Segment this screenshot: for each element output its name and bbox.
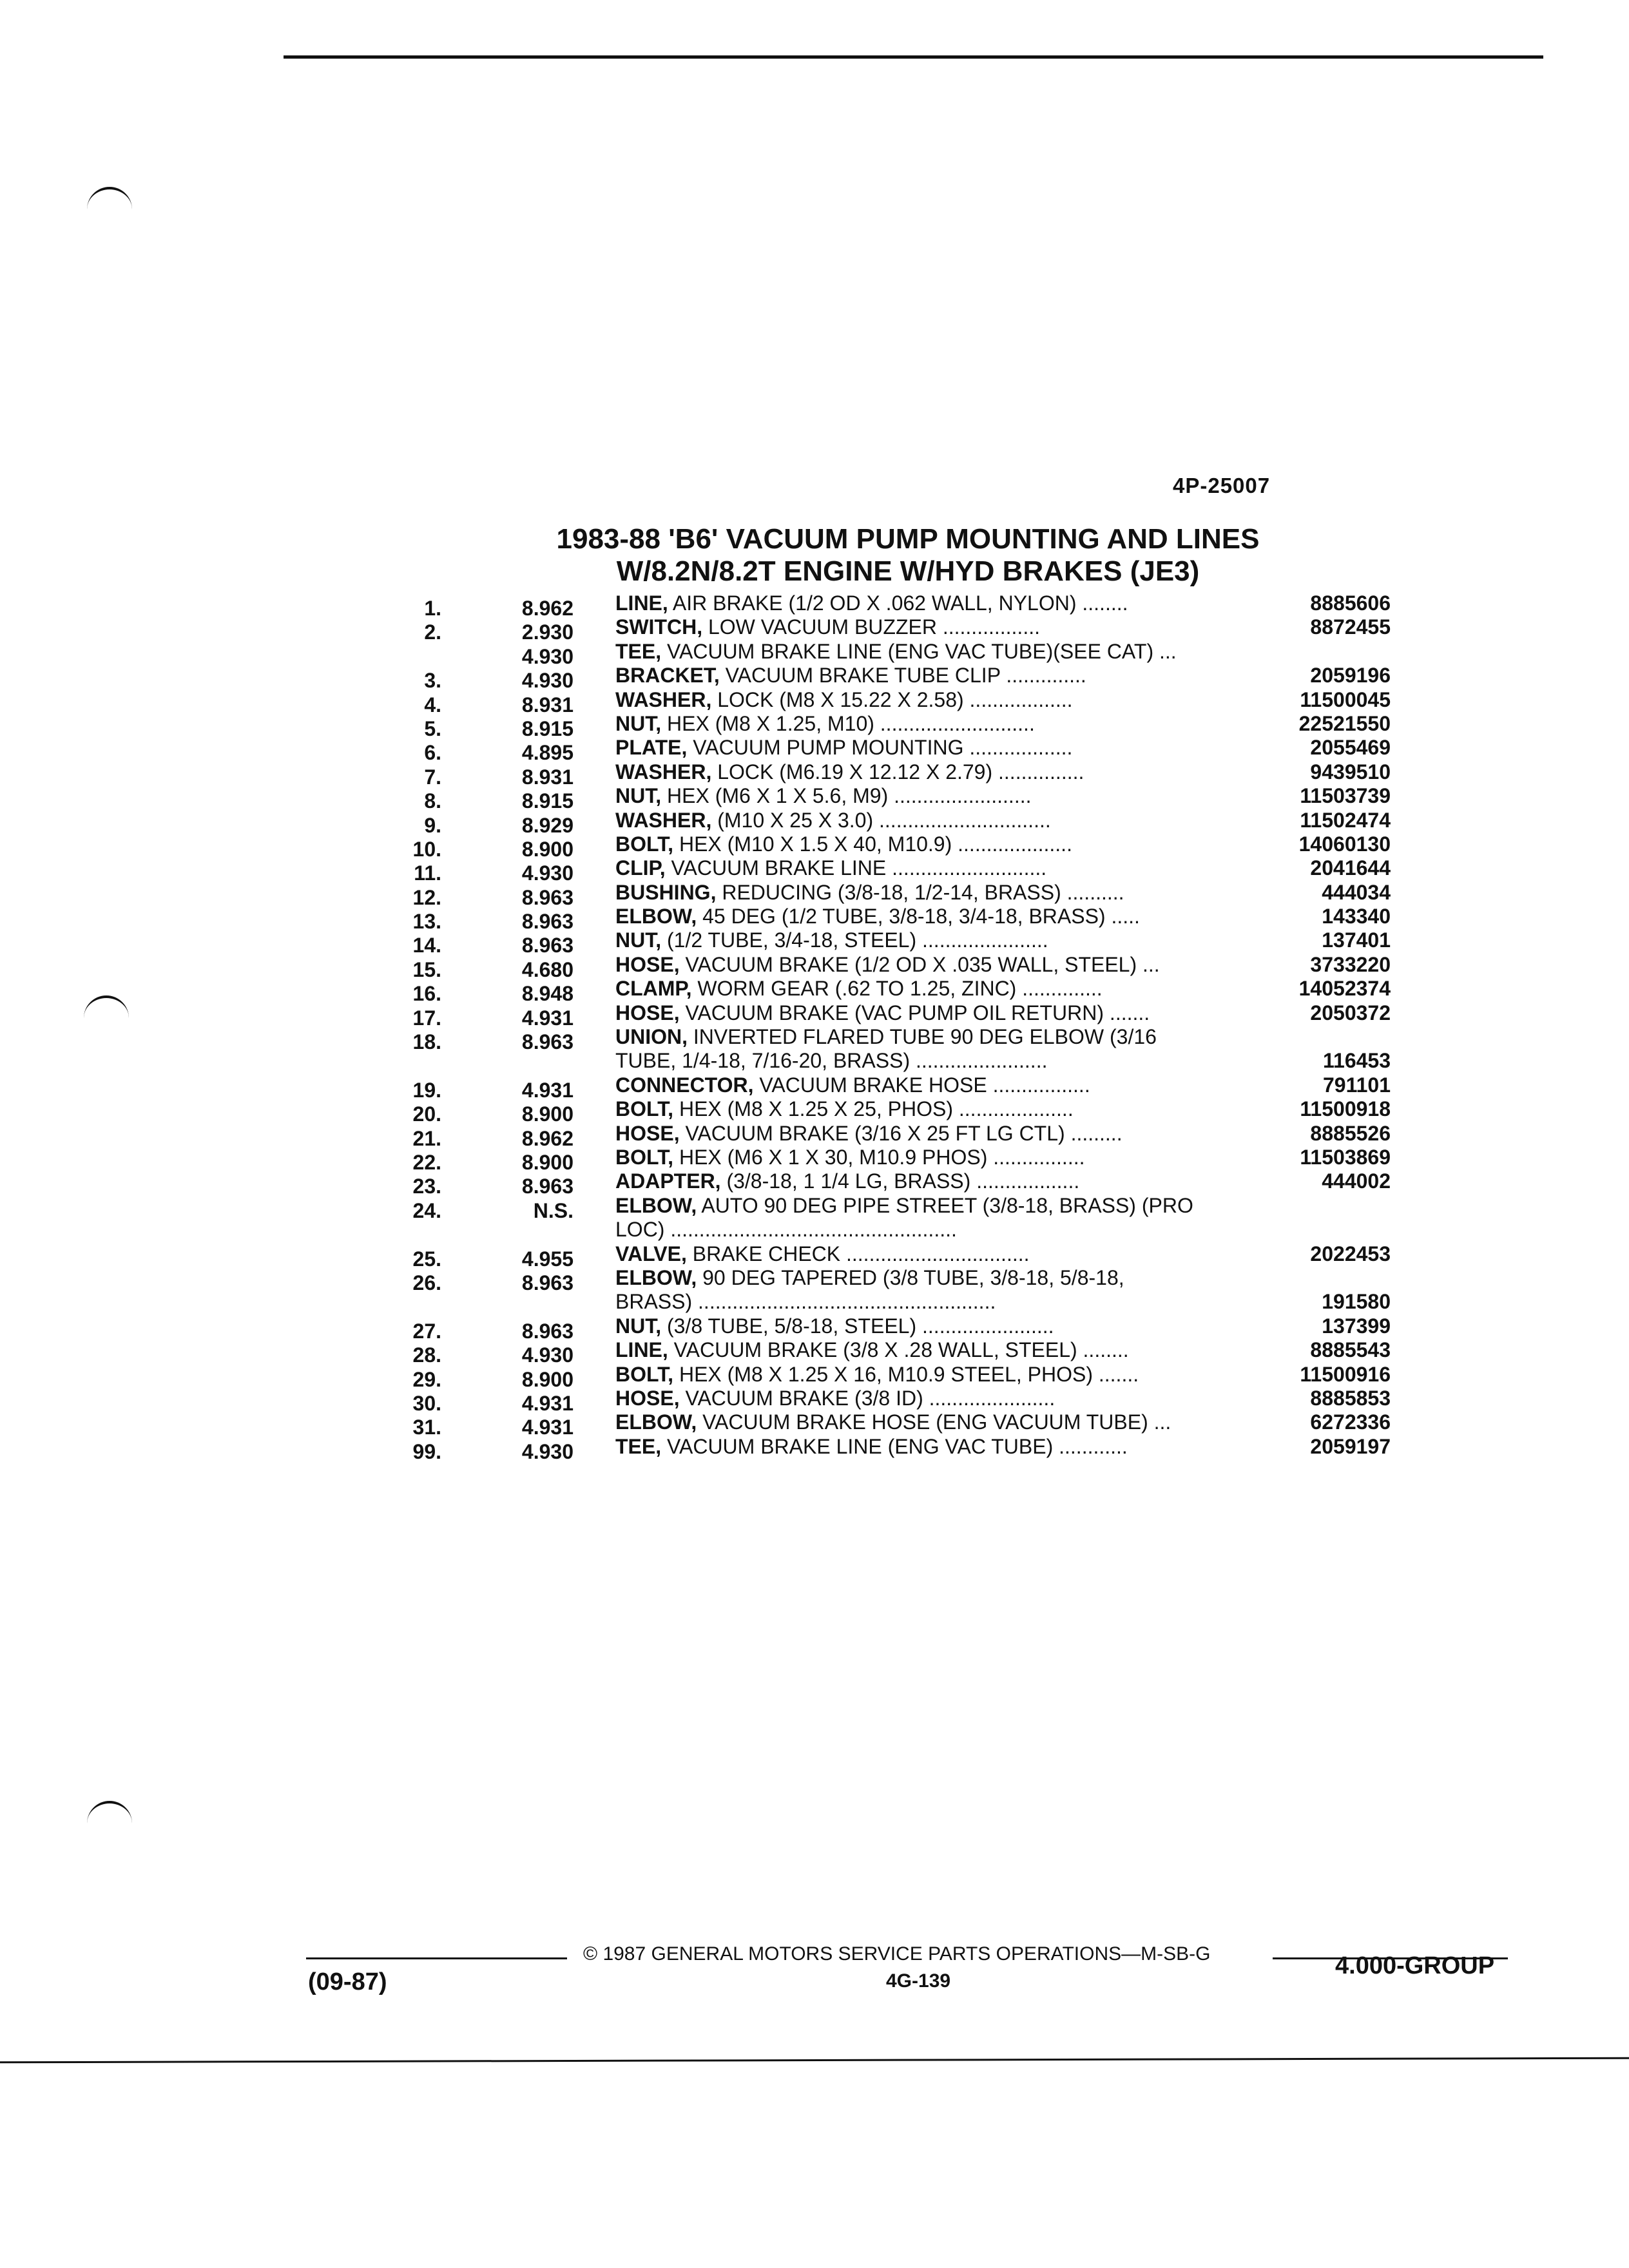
item-number: 10. <box>412 837 441 861</box>
part-noun: ADAPTER, <box>615 1169 721 1193</box>
part-noun: BRACKET, <box>615 664 720 687</box>
page-title-line1: 1983-88 'B6' VACUUM PUMP MOUNTING AND LINES <box>556 523 1260 555</box>
part-description-text: AUTO 90 DEG PIPE STREET (3/8-18, BRASS) (PRO <box>697 1193 1193 1217</box>
part-description-text: VACUUM BRAKE HOSE ................. <box>753 1073 1090 1097</box>
item-number: 26. <box>412 1271 441 1294</box>
parts-row <box>0 1121 1629 1150</box>
group-number: 8.962 <box>521 597 574 620</box>
part-description <box>615 1290 1260 1314</box>
part-noun: BUSHING, <box>615 880 717 904</box>
parts-row <box>0 905 1629 934</box>
part-number: 444002 <box>1322 1169 1391 1193</box>
parts-row <box>0 736 1629 765</box>
item-number: 5. <box>424 716 441 740</box>
part-description <box>615 1146 1260 1169</box>
part-noun: TEE, <box>615 1434 662 1458</box>
part-noun: HOSE, <box>615 1121 680 1145</box>
part-description-text: VACUUM BRAKE (1/2 OD X .035 WALL, STEEL) ... <box>679 952 1160 976</box>
part-description <box>615 712 1260 736</box>
item-number: 7. <box>424 765 441 789</box>
parts-row <box>0 1097 1629 1126</box>
parts-row <box>0 1025 1629 1054</box>
part-description-text: VACUUM BRAKE HOSE (ENG VACUUM TUBE) ... <box>697 1410 1171 1434</box>
group-number: 8.900 <box>521 1102 574 1126</box>
parts-row <box>0 1218 1629 1242</box>
part-number: 2022453 <box>1310 1242 1391 1265</box>
group-number: 4.955 <box>521 1247 574 1271</box>
part-description <box>615 1194 1260 1218</box>
part-description <box>615 832 1260 856</box>
part-number: 8872455 <box>1310 615 1391 639</box>
part-description <box>615 1338 1260 1362</box>
part-description-text: LOC) .................................................. <box>615 1218 957 1242</box>
part-number: 14052374 <box>1298 977 1391 1001</box>
parts-row <box>0 952 1629 981</box>
parts-row <box>0 856 1629 885</box>
part-description-text: AIR BRAKE (1/2 OD X .062 WALL, NYLON) ........ <box>668 591 1128 615</box>
parts-row <box>0 639 1629 668</box>
part-description <box>615 1097 1260 1121</box>
item-number: 21. <box>412 1126 441 1150</box>
part-description-text: BRASS) .................................................... <box>615 1290 996 1314</box>
part-number: 11503869 <box>1300 1145 1391 1169</box>
item-number: 25. <box>412 1247 441 1271</box>
part-number: 2059197 <box>1310 1434 1391 1458</box>
part-description <box>615 1435 1260 1459</box>
parts-list <box>0 591 1629 1463</box>
item-number: 99. <box>412 1439 441 1463</box>
part-number: 143340 <box>1322 905 1391 928</box>
part-description-text: VACUUM BRAKE (3/16 X 25 FT LG CTL) ......... <box>679 1121 1123 1145</box>
part-number: 2055469 <box>1310 736 1391 760</box>
item-number: 9. <box>424 813 441 837</box>
part-noun: NUT, <box>615 711 662 735</box>
binder-hole-mark <box>87 1801 132 1829</box>
part-number: 444034 <box>1322 880 1391 904</box>
figure-code: 4P-25007 <box>1173 474 1271 497</box>
part-number: 11500916 <box>1300 1362 1391 1386</box>
part-number: 2041644 <box>1310 856 1391 880</box>
part-noun: LINE, <box>615 591 668 615</box>
group-number: 4.931 <box>521 1391 574 1415</box>
group-number: 8.963 <box>521 1319 574 1343</box>
group-number: 4.930 <box>521 1343 574 1367</box>
part-description-text: LOW VACUUM BUZZER ................. <box>702 615 1040 639</box>
part-description-text: BRAKE CHECK ................................ <box>686 1242 1030 1265</box>
part-description-text: (M10 X 25 X 3.0) .............................. <box>711 808 1051 832</box>
parts-row <box>0 1410 1629 1439</box>
parts-row <box>0 615 1629 644</box>
part-description-text: HEX (M8 X 1.25 X 16, M10.9 STEEL, PHOS) ....... <box>673 1362 1139 1386</box>
part-description-text: 45 DEG (1/2 TUBE, 3/8-18, 3/4-18, BRASS) ..... <box>697 905 1140 928</box>
part-description <box>615 1410 1260 1434</box>
part-description-text: VACUUM BRAKE (3/8 ID) ...................... <box>679 1386 1055 1410</box>
part-number: 11503739 <box>1300 784 1391 808</box>
group-number: 8.963 <box>521 1271 574 1294</box>
group-number: 4.680 <box>521 957 574 981</box>
group-number: 4.930 <box>521 861 574 885</box>
group-number: 4.895 <box>521 741 574 765</box>
part-description <box>615 1314 1260 1338</box>
item-number: 12. <box>412 885 441 909</box>
item-number: 22. <box>412 1150 441 1174</box>
part-description <box>615 1363 1260 1387</box>
part-description <box>615 664 1260 687</box>
parts-row <box>0 1338 1629 1367</box>
group-number: 8.963 <box>521 1175 574 1198</box>
parts-row <box>0 1049 1629 1073</box>
footer-page-number: 4G-139 <box>886 1970 951 1992</box>
part-description <box>615 1122 1260 1146</box>
item-number: 6. <box>424 741 441 765</box>
part-noun: ELBOW, <box>615 905 697 928</box>
parts-row <box>0 1265 1629 1294</box>
parts-row <box>0 928 1629 957</box>
part-number: 6272336 <box>1310 1410 1391 1434</box>
item-number: 13. <box>412 910 441 934</box>
parts-row <box>0 591 1629 620</box>
item-number: 3. <box>424 669 441 693</box>
parts-row <box>0 1314 1629 1343</box>
part-noun: WASHER, <box>615 687 712 711</box>
part-description <box>615 1218 1260 1242</box>
part-description <box>615 760 1260 784</box>
part-number: 137401 <box>1322 928 1391 952</box>
part-description-text: INVERTED FLARED TUBE 90 DEG ELBOW (3/16 <box>688 1025 1157 1049</box>
group-number: 8.963 <box>521 934 574 957</box>
item-number: 8. <box>424 789 441 813</box>
part-description <box>615 1266 1260 1290</box>
part-noun: BOLT, <box>615 832 674 856</box>
part-description <box>615 784 1260 808</box>
group-number: 4.931 <box>521 1078 574 1102</box>
group-number: 8.915 <box>521 716 574 740</box>
part-number: 791101 <box>1322 1073 1391 1097</box>
part-noun: HOSE, <box>615 1001 680 1024</box>
group-number: 4.931 <box>521 1006 574 1030</box>
group-number: 4.930 <box>521 644 574 668</box>
part-number: 2050372 <box>1310 1001 1391 1024</box>
part-number: 191580 <box>1322 1290 1391 1314</box>
part-description-text: VACUUM PUMP MOUNTING .................. <box>687 736 1073 760</box>
item-number: 16. <box>412 982 441 1006</box>
part-description <box>615 1169 1260 1193</box>
part-noun: CLIP, <box>615 856 666 880</box>
part-description-text: (1/2 TUBE, 3/4-18, STEEL) ...................... <box>661 928 1048 952</box>
item-number: 4. <box>424 693 441 716</box>
part-number: 116453 <box>1322 1049 1391 1073</box>
part-description-text: VACUUM BRAKE LINE (ENG VAC TUBE) ............ <box>661 1434 1128 1458</box>
part-description <box>615 1073 1260 1097</box>
parts-row <box>0 687 1629 716</box>
part-description-text: VACUUM BRAKE LINE (ENG VAC TUBE)(SEE CAT) ... <box>661 639 1177 663</box>
bottom-rule <box>0 2057 1629 2064</box>
part-noun: ELBOW, <box>615 1193 697 1217</box>
item-number: 30. <box>412 1391 441 1415</box>
part-description-text: LOCK (M6.19 X 12.12 X 2.79) ............... <box>711 760 1084 783</box>
part-description-text: VACUUM BRAKE LINE ........................... <box>665 856 1047 880</box>
part-number: 14060130 <box>1298 832 1391 856</box>
group-number: 8.900 <box>521 837 574 861</box>
part-description <box>615 881 1260 905</box>
part-description <box>615 615 1260 639</box>
part-description-text: VACUUM BRAKE (VAC PUMP OIL RETURN) ....... <box>679 1001 1150 1024</box>
item-number: 23. <box>412 1175 441 1198</box>
item-number: 1. <box>424 597 441 620</box>
part-number: 11500045 <box>1300 687 1391 711</box>
part-noun: NUT, <box>615 928 662 952</box>
part-number: 3733220 <box>1310 952 1391 976</box>
part-noun: PLATE, <box>615 736 688 760</box>
part-number: 11502474 <box>1300 808 1391 832</box>
group-number: 8.963 <box>521 910 574 934</box>
part-description <box>615 1001 1260 1025</box>
part-description <box>615 809 1260 832</box>
item-number: 29. <box>412 1367 441 1391</box>
part-noun: TEE, <box>615 639 662 663</box>
item-number: 17. <box>412 1006 441 1030</box>
item-number: 28. <box>412 1343 441 1367</box>
item-number: 19. <box>412 1078 441 1102</box>
group-number: N.S. <box>533 1198 574 1222</box>
item-number: 31. <box>412 1416 441 1439</box>
part-description-text: 90 DEG TAPERED (3/8 TUBE, 3/8-18, 5/8-18, <box>697 1265 1124 1289</box>
item-number: 11. <box>414 861 441 885</box>
group-number: 8.900 <box>521 1150 574 1174</box>
parts-row <box>0 784 1629 813</box>
group-number: 4.930 <box>521 669 574 693</box>
part-description <box>615 953 1260 977</box>
group-number: 4.931 <box>521 1416 574 1439</box>
part-description <box>615 977 1260 1001</box>
part-description-text: VACUUM BRAKE TUBE CLIP .............. <box>719 664 1086 687</box>
part-noun: BOLT, <box>615 1145 674 1169</box>
item-number: 27. <box>412 1319 441 1343</box>
footer-copyright: © 1987 GENERAL MOTORS SERVICE PARTS OPERATIONS—M-SB-G <box>583 1943 1211 1965</box>
parts-row <box>0 1193 1629 1222</box>
parts-row <box>0 808 1629 837</box>
part-noun: BOLT, <box>615 1097 674 1121</box>
parts-row <box>0 1290 1629 1314</box>
part-description <box>615 856 1260 880</box>
parts-row <box>0 1073 1629 1102</box>
item-number: 15. <box>412 957 441 981</box>
part-noun: WASHER, <box>615 808 712 832</box>
item-number: 20. <box>412 1102 441 1126</box>
part-description <box>615 640 1260 664</box>
part-number: 22521550 <box>1298 711 1391 735</box>
part-description <box>615 928 1260 952</box>
binder-hole-mark <box>87 187 132 215</box>
parts-row <box>0 1386 1629 1415</box>
parts-row <box>0 760 1629 789</box>
footer-group-label: 4.000-GROUP <box>1335 1952 1495 1979</box>
part-description <box>615 1049 1260 1073</box>
part-noun: CLAMP, <box>615 977 692 1001</box>
part-number: 8885853 <box>1310 1386 1391 1410</box>
group-number: 8.948 <box>521 982 574 1006</box>
parts-row <box>0 832 1629 861</box>
part-noun: ELBOW, <box>615 1265 697 1289</box>
parts-row <box>0 1169 1629 1198</box>
part-noun: UNION, <box>615 1025 688 1049</box>
part-noun: NUT, <box>615 1314 662 1338</box>
footer-rule-left <box>306 1957 567 1959</box>
part-description-text: WORM GEAR (.62 TO 1.25, ZINC) .............. <box>691 977 1103 1001</box>
group-number: 8.963 <box>521 1030 574 1054</box>
part-description <box>615 1025 1260 1049</box>
part-noun: ELBOW, <box>615 1410 697 1434</box>
part-noun: BOLT, <box>615 1362 674 1386</box>
item-number: 14. <box>412 934 441 957</box>
parts-row <box>0 711 1629 740</box>
group-number: 8.900 <box>521 1367 574 1391</box>
part-description <box>615 905 1260 928</box>
part-description-text: (3/8 TUBE, 5/8-18, STEEL) ....................... <box>661 1314 1054 1338</box>
part-number: 8885526 <box>1310 1121 1391 1145</box>
group-number: 8.931 <box>521 765 574 789</box>
item-number: 2. <box>424 620 441 644</box>
group-number: 4.930 <box>521 1439 574 1463</box>
group-number: 8.929 <box>521 813 574 837</box>
group-number: 8.915 <box>521 789 574 813</box>
group-number: 8.962 <box>521 1126 574 1150</box>
parts-row <box>0 880 1629 909</box>
part-noun: VALVE, <box>615 1242 687 1265</box>
group-number: 8.931 <box>521 693 574 716</box>
part-description <box>615 591 1260 615</box>
part-description-text: HEX (M8 X 1.25 X 25, PHOS) .................... <box>673 1097 1074 1121</box>
part-description <box>615 1242 1260 1266</box>
part-description-text: (3/8-18, 1 1/4 LG, BRASS) .................. <box>720 1169 1080 1193</box>
part-description-text: HEX (M6 X 1 X 30, M10.9 PHOS) ................ <box>673 1145 1085 1169</box>
part-noun: SWITCH, <box>615 615 703 639</box>
footer-date-code: (09-87) <box>308 1968 387 1995</box>
group-number: 8.963 <box>521 885 574 909</box>
part-description-text: HEX (M6 X 1 X 5.6, M9) ........................ <box>661 784 1032 808</box>
parts-row <box>0 1001 1629 1030</box>
part-description-text: LOCK (M8 X 15.22 X 2.58) .................. <box>711 687 1073 711</box>
part-description <box>615 1387 1260 1410</box>
item-number: 24. <box>412 1198 441 1222</box>
parts-row <box>0 1362 1629 1391</box>
part-noun: WASHER, <box>615 760 712 783</box>
part-description-text: REDUCING (3/8-18, 1/2-14, BRASS) .......... <box>716 880 1124 904</box>
parts-row <box>0 1145 1629 1174</box>
part-description <box>615 736 1260 760</box>
part-number: 2059196 <box>1310 664 1391 687</box>
group-number: 2.930 <box>521 620 574 644</box>
part-description-text: TUBE, 1/4-18, 7/16-20, BRASS) ....................... <box>615 1049 1048 1073</box>
parts-row <box>0 977 1629 1006</box>
page-title-line2: W/8.2N/8.2T ENGINE W/HYD BRAKES (JE3) <box>616 555 1200 587</box>
part-number: 8885606 <box>1310 591 1391 615</box>
part-noun: LINE, <box>615 1338 668 1362</box>
part-number: 9439510 <box>1310 760 1391 783</box>
part-noun: HOSE, <box>615 952 680 976</box>
part-noun: HOSE, <box>615 1386 680 1410</box>
item-number: 18. <box>412 1030 441 1054</box>
part-description-text: HEX (M10 X 1.5 X 40, M10.9) .................... <box>673 832 1072 856</box>
part-number: 11500918 <box>1300 1097 1391 1121</box>
parts-row <box>0 1242 1629 1271</box>
parts-row <box>0 1434 1629 1463</box>
part-description <box>615 688 1260 712</box>
part-number: 8885543 <box>1310 1338 1391 1362</box>
parts-row <box>0 664 1629 693</box>
part-number: 137399 <box>1322 1314 1391 1338</box>
part-noun: NUT, <box>615 784 662 808</box>
part-description-text: HEX (M8 X 1.25, M10) ........................... <box>661 711 1035 735</box>
top-rule <box>284 55 1543 59</box>
part-noun: CONNECTOR, <box>615 1073 754 1097</box>
part-description-text: VACUUM BRAKE (3/8 X .28 WALL, STEEL) ........ <box>668 1338 1129 1362</box>
